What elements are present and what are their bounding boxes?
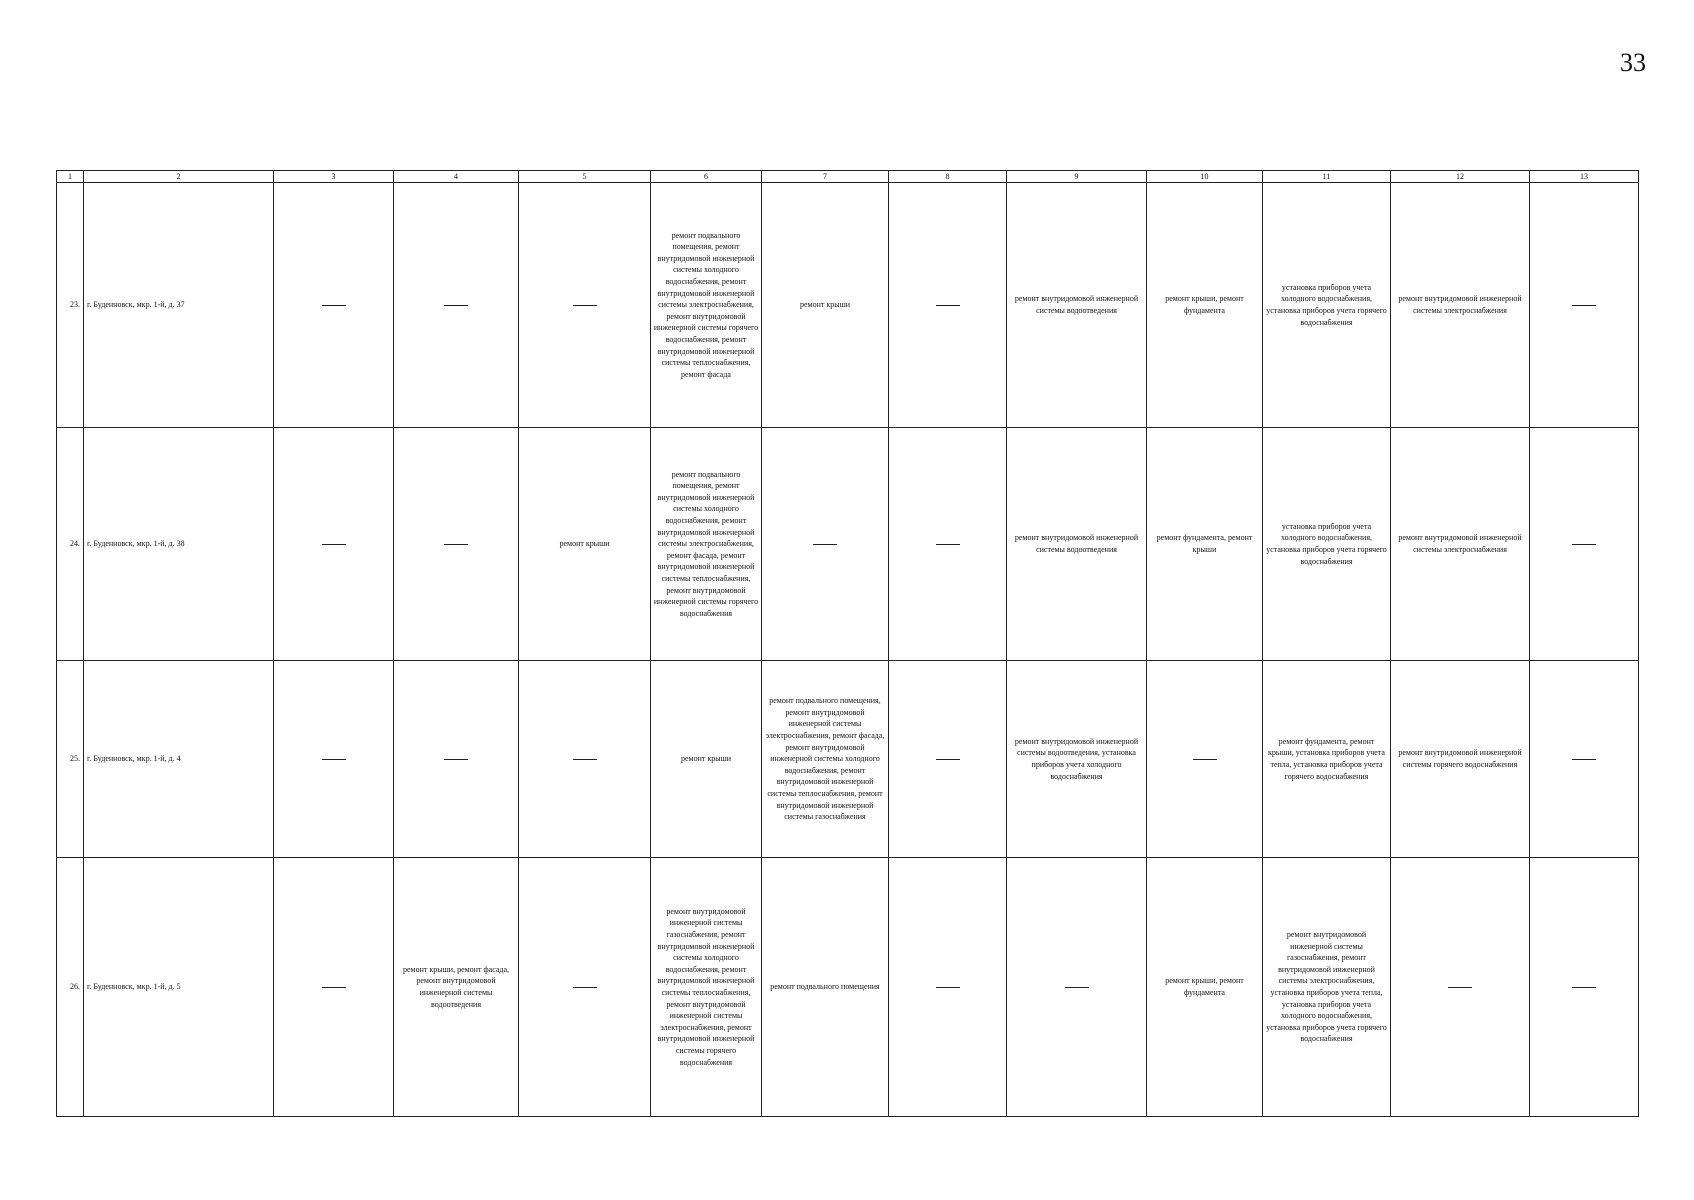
work-cell: ремонт внутридомовой инженерной системы водоотведения: [1007, 183, 1147, 428]
empty-dash: [1572, 759, 1596, 760]
work-cell: ремонт внутридомовой инженерной системы горячего водоснабжения: [1391, 661, 1530, 858]
work-cell: установка приборов учета холодного водоснабжения, установка приборов учета горячего водоснабжения: [1263, 183, 1391, 428]
work-cell: [1530, 183, 1639, 428]
work-cell: [1007, 858, 1147, 1117]
work-cell: [274, 858, 394, 1117]
work-cell: [519, 661, 651, 858]
work-cell: ремонт подвального помещения, ремонт внутридомовой инженерной системы электроснабжения, ремонт фасада, ремонт внутридомовой инженерной системы холодного водоснабжения, ремонт внутридомовой инженерной системы теплоснабжения, ремонт внутридомовой инженерной системы газоснабжения: [762, 661, 889, 858]
empty-dash: [936, 305, 960, 306]
empty-dash: [322, 759, 346, 760]
work-cell: [889, 858, 1007, 1117]
work-cell: ремонт внутридомовой инженерной системы водоотведения: [1007, 428, 1147, 661]
empty-dash: [813, 544, 837, 545]
work-cell: ремонт внутридомовой инженерной системы газоснабжения, ремонт внутридомовой инженерной системы холодного водоснабжения, ремонт внутридомовой инженерной системы теплоснабжения, ремонт внутридомовой инженерной системы электроснабжения, ремонт внутридомовой инженерной системы горячего водоснабжения: [651, 858, 762, 1117]
work-cell: ремонт крыши: [651, 661, 762, 858]
column-number: 6: [651, 171, 762, 183]
column-number: 9: [1007, 171, 1147, 183]
column-number-row: [57, 171, 1639, 183]
work-cell: [394, 183, 519, 428]
address-cell: г. Буденновск, мкр. 1-й, д. 5: [84, 858, 274, 1117]
work-cell: ремонт внутридомовой инженерной системы электроснабжения: [1391, 183, 1530, 428]
column-number: 5: [519, 171, 651, 183]
empty-dash: [1572, 305, 1596, 306]
empty-dash: [322, 987, 346, 988]
work-cell: ремонт крыши, ремонт фасада, ремонт внутридомовой инженерной системы водоотведения: [394, 858, 519, 1117]
table-row: [57, 858, 1639, 1117]
work-cell: [394, 428, 519, 661]
work-cell: ремонт подвального помещения, ремонт внутридомовой инженерной системы холодного водоснабжения, ремонт внутридомовой инженерной системы электроснабжения, ремонт внутридомовой инженерной системы горячего водоснабжения, ремонт внутридомовой инженерной системы теплоснабжения, ремонт фасада: [651, 183, 762, 428]
table-row: [57, 183, 1639, 428]
work-cell: [394, 661, 519, 858]
address-cell: г. Буденновск, мкр. 1-й, д. 4: [84, 661, 274, 858]
column-number: 13: [1530, 171, 1639, 183]
column-number: 11: [1263, 171, 1391, 183]
work-cell: [762, 428, 889, 661]
work-cell: [1391, 858, 1530, 1117]
empty-dash: [1572, 544, 1596, 545]
column-number: 1: [57, 171, 84, 183]
empty-dash: [573, 305, 597, 306]
work-cell: [1530, 858, 1639, 1117]
table-row: [57, 661, 1639, 858]
column-number: 3: [274, 171, 394, 183]
address-cell: г. Буденновск, мкр. 1-й, д. 38: [84, 428, 274, 661]
empty-dash: [936, 987, 960, 988]
column-number: 12: [1391, 171, 1530, 183]
work-cell: [889, 661, 1007, 858]
empty-dash: [444, 305, 468, 306]
work-cell: [1530, 661, 1639, 858]
work-cell: [519, 858, 651, 1117]
work-cell: [274, 428, 394, 661]
column-number: 10: [1147, 171, 1263, 183]
empty-dash: [936, 759, 960, 760]
work-cell: ремонт фундамента, ремонт крыши: [1147, 428, 1263, 661]
empty-dash: [1193, 759, 1217, 760]
work-cell: ремонт внутридомовой инженерной системы электроснабжения: [1391, 428, 1530, 661]
empty-dash: [444, 544, 468, 545]
work-cell: ремонт фундамента, ремонт крыши, установка приборов учета тепла, установка приборов учета горячего водоснабжения: [1263, 661, 1391, 858]
address-cell: г. Буденновск, мкр. 1-й, д. 37: [84, 183, 274, 428]
work-cell: ремонт крыши, ремонт фундамента: [1147, 183, 1263, 428]
work-cell: ремонт крыши, ремонт фундамента: [1147, 858, 1263, 1117]
page-number: 33: [1620, 48, 1646, 77]
empty-dash: [573, 987, 597, 988]
repair-schedule-table: [56, 170, 1639, 1117]
row-number: 26.: [57, 858, 84, 1117]
empty-dash: [322, 305, 346, 306]
work-cell: ремонт подвального помещения, ремонт внутридомовой инженерной системы холодного водоснабжения, ремонт внутридомовой инженерной системы электроснабжения, ремонт фасада, ремонт внутридомовой инженерной системы теплоснабжения, ремонт внутридомовой инженерной системы горячего водоснабжения: [651, 428, 762, 661]
empty-dash: [322, 544, 346, 545]
row-number: 23.: [57, 183, 84, 428]
work-cell: [274, 661, 394, 858]
empty-dash: [1065, 987, 1089, 988]
column-number: 2: [84, 171, 274, 183]
work-cell: [1147, 661, 1263, 858]
column-number: 7: [762, 171, 889, 183]
table-row: [57, 428, 1639, 661]
work-cell: [889, 183, 1007, 428]
empty-dash: [444, 759, 468, 760]
work-cell: [1530, 428, 1639, 661]
work-cell: [274, 183, 394, 428]
work-cell: ремонт крыши: [519, 428, 651, 661]
column-number: 4: [394, 171, 519, 183]
row-number: 25.: [57, 661, 84, 858]
work-cell: ремонт крыши: [762, 183, 889, 428]
work-cell: установка приборов учета холодного водоснабжения, установка приборов учета горячего водоснабжения: [1263, 428, 1391, 661]
row-number: 24.: [57, 428, 84, 661]
work-cell: [519, 183, 651, 428]
column-number: 8: [889, 171, 1007, 183]
empty-dash: [1572, 987, 1596, 988]
empty-dash: [936, 544, 960, 545]
work-cell: ремонт внутридомовой инженерной системы газоснабжения, ремонт внутридомовой инженерной системы электроснабжения, установка приборов учета тепла, установка приборов учета холодного водоснабжения, установка приборов учета горячего водоснабжения: [1263, 858, 1391, 1117]
empty-dash: [1448, 987, 1472, 988]
work-cell: [889, 428, 1007, 661]
work-cell: ремонт подвального помещения: [762, 858, 889, 1117]
work-cell: ремонт внутридомовой инженерной системы водоотведения, установка приборов учета холодного водоснабжения: [1007, 661, 1147, 858]
empty-dash: [573, 759, 597, 760]
